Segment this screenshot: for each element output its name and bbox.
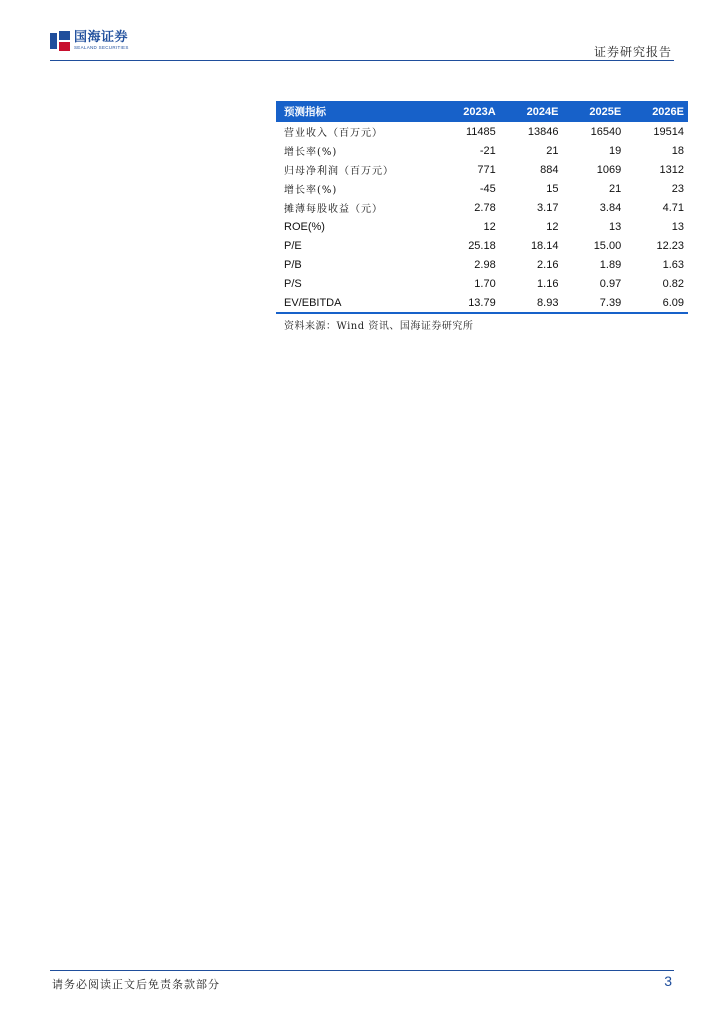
table-cell: 2.98 — [474, 258, 496, 271]
row-label: ROE(%) — [284, 220, 325, 233]
table-cell: 3.84 — [599, 201, 622, 214]
table-cell: 16540 — [590, 125, 622, 138]
row-label: 摊薄每股收益（元） — [284, 204, 383, 215]
logo-mark-icon — [50, 31, 70, 51]
table-cell: 0.82 — [662, 277, 684, 290]
table-cell: 1312 — [659, 163, 684, 176]
table-cell: 23 — [671, 182, 684, 195]
column-header-2023a: 2023A — [436, 101, 500, 122]
table-cell: 19 — [608, 144, 622, 157]
table-cell: -21 — [479, 144, 496, 157]
table-row — [276, 198, 688, 217]
column-header-2026e: 2026E — [625, 101, 688, 122]
table-cell: 884 — [540, 163, 559, 176]
table-cell: 18.14 — [530, 239, 559, 252]
table-row — [276, 293, 688, 313]
table-cell: 1.63 — [662, 258, 684, 271]
row-label: 归母净利润（百万元） — [284, 166, 394, 177]
table-cell: 15 — [546, 182, 559, 195]
table-cell: 18 — [671, 144, 684, 157]
table-cell: 7.39 — [562, 293, 625, 313]
table-row — [276, 217, 688, 236]
logo-chinese-name: 国海证券 — [74, 30, 129, 46]
table-row — [276, 179, 688, 198]
table-row — [276, 274, 688, 293]
table-cell: 1.16 — [537, 277, 559, 290]
report-type-label: 证券研究报告 — [593, 45, 672, 59]
table-row — [276, 141, 688, 160]
column-header-2025e: 2025E — [562, 101, 625, 122]
page-number: 3 — [664, 973, 672, 989]
row-label: 增长率(%) — [284, 147, 338, 158]
table-cell: 12 — [483, 220, 496, 233]
table-cell: 8.93 — [500, 293, 563, 313]
table-header-row — [276, 101, 688, 122]
table-cell: 21 — [546, 144, 559, 157]
table-row — [276, 255, 688, 274]
table-cell: 6.09 — [625, 293, 688, 313]
row-label: P/S — [284, 277, 302, 290]
column-header-2024e: 2024E — [500, 101, 563, 122]
table-cell: 0.97 — [599, 277, 622, 290]
table-row — [276, 236, 688, 255]
table-cell: 19514 — [653, 125, 684, 138]
table-cell: 15.00 — [593, 239, 622, 252]
table-cell: 21 — [608, 182, 622, 195]
table-cell: 1.70 — [474, 277, 496, 290]
table-cell: 2.16 — [537, 258, 559, 271]
table-cell: 12 — [546, 220, 559, 233]
table-source-note: 资料来源：Wind 资讯、国海证券研究所 — [284, 321, 474, 332]
row-label: EV/EBITDA — [276, 293, 436, 313]
company-logo — [50, 31, 129, 51]
row-label: 增长率(%) — [284, 185, 338, 196]
table-cell: 771 — [477, 163, 496, 176]
logo-english-name: SEALAND SECURITIES — [74, 45, 129, 51]
table-cell: 25.18 — [468, 239, 496, 252]
footer-divider — [50, 970, 674, 971]
row-label: P/B — [284, 258, 302, 271]
table-row — [276, 122, 688, 141]
table-cell: 2.78 — [474, 201, 496, 214]
table-cell: 1069 — [596, 163, 622, 176]
row-label: P/E — [284, 239, 302, 252]
table-cell: 11485 — [465, 125, 496, 138]
table-cell: 3.17 — [537, 201, 559, 214]
header-divider — [50, 60, 674, 61]
table-cell: 13846 — [527, 125, 559, 138]
table-cell: 12.23 — [656, 239, 684, 252]
forecast-table — [276, 101, 688, 314]
table-cell: -45 — [479, 182, 496, 195]
row-label: 营业收入（百万元） — [284, 128, 383, 139]
table-cell: 1.89 — [599, 258, 622, 271]
table-cell: 13 — [671, 220, 684, 233]
table-cell: 4.71 — [662, 201, 684, 214]
disclaimer-note: 请务必阅读正文后免责条款部分 — [52, 978, 220, 991]
table-cell: 13 — [608, 220, 622, 233]
table-row — [276, 160, 688, 179]
column-header-metric: 预测指标 — [276, 101, 436, 122]
table-cell: 13.79 — [436, 293, 500, 313]
